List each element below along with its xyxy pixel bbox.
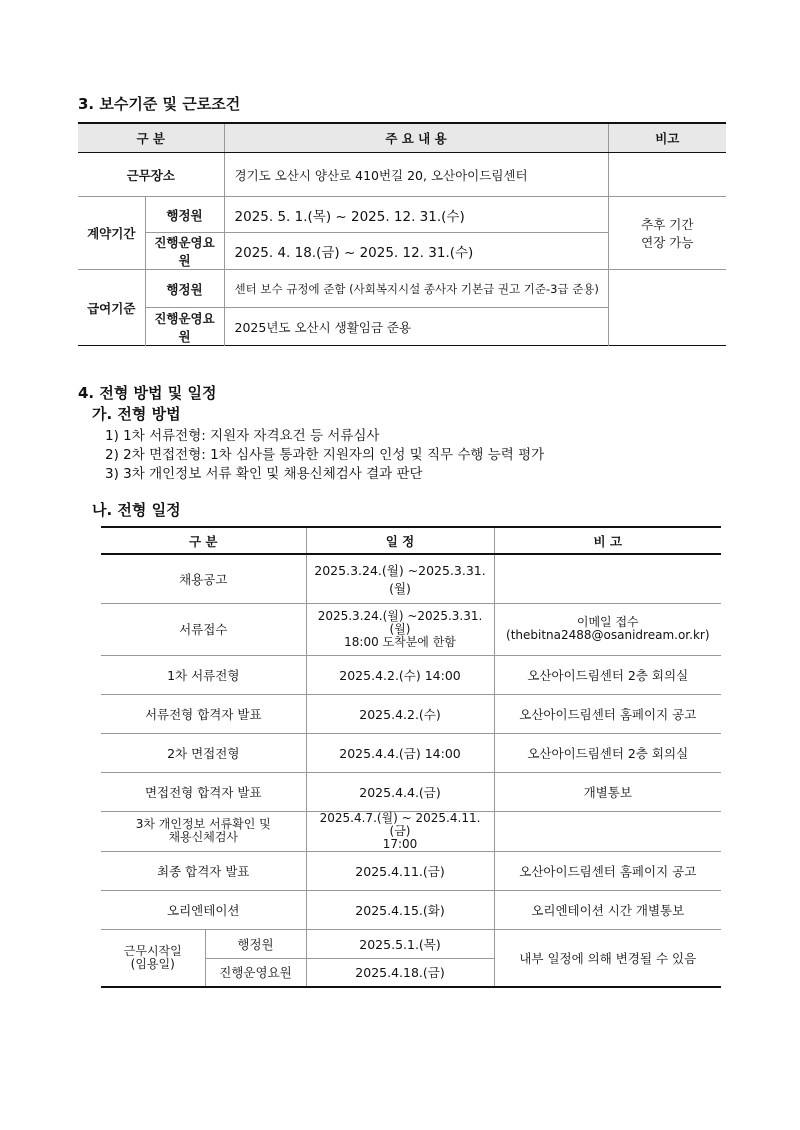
contract-sub: 진행운영요원 <box>145 233 224 270</box>
header-category: 구 분 <box>101 527 306 554</box>
schedule-date-line: 17:00 <box>382 836 418 851</box>
schedule-table <box>101 526 721 988</box>
header-category: 구 분 <box>78 123 224 153</box>
pay-note <box>608 270 726 346</box>
schedule-note <box>494 603 721 655</box>
header-note: 비고 <box>608 123 726 153</box>
work-place-label: 근무장소 <box>78 153 224 197</box>
header-note: 비 고 <box>494 527 721 554</box>
section4-heading: 4. 전형 방법 및 일정 <box>78 384 217 402</box>
contract-note-line: 추후 기간 <box>641 217 694 232</box>
schedule-date: 2025.4.11.(금) <box>306 851 494 890</box>
schedule-item <box>101 811 306 851</box>
table-row <box>101 851 721 890</box>
start-date-label-line: 근무시작일 <box>123 943 182 958</box>
table-row <box>101 929 721 958</box>
schedule-date: 2025.4.2.(수) 14:00 <box>306 655 494 694</box>
header-date: 일 정 <box>306 527 494 554</box>
table-row <box>78 197 726 233</box>
schedule-item: 서류전형 합격자 발표 <box>101 694 306 733</box>
schedule-note-line: 이메일 접수 <box>576 615 639 629</box>
table-row <box>101 772 721 811</box>
table-header-row <box>101 527 721 554</box>
table-row <box>101 603 721 655</box>
schedule-note <box>494 811 721 851</box>
start-date-value: 2025.5.1.(목) <box>306 929 494 958</box>
table-row <box>101 890 721 929</box>
schedule-item: 최종 합격자 발표 <box>101 851 306 890</box>
schedule-note: 오산아이드림센터 2층 회의실 <box>494 733 721 772</box>
schedule-item: 서류접수 <box>101 603 306 655</box>
schedule-date: 2025.4.4.(금) 14:00 <box>306 733 494 772</box>
schedule-item: 2차 면접전형 <box>101 733 306 772</box>
schedule-note: 개별통보 <box>494 772 721 811</box>
table-row <box>78 270 726 308</box>
header-content: 주 요 내 용 <box>224 123 608 153</box>
schedule-note <box>494 554 721 603</box>
schedule-item: 면접전형 합격자 발표 <box>101 772 306 811</box>
table-row <box>101 554 721 603</box>
selection-schedule-heading: 나. 전형 일정 <box>92 501 181 519</box>
start-date-sub: 행정원 <box>205 929 306 958</box>
schedule-note: 오산아이드림센터 홈페이지 공고 <box>494 694 721 733</box>
schedule-item-line: 3차 개인정보 서류확인 및 <box>135 817 271 831</box>
selection-method-heading: 가. 전형 방법 <box>92 405 181 423</box>
table-row <box>101 655 721 694</box>
schedule-date: 2025.4.2.(수) <box>306 694 494 733</box>
schedule-note: 오산아이드림센터 2층 회의실 <box>494 655 721 694</box>
table-header-row <box>78 123 726 153</box>
pay-content: 센터 보수 규정에 준함 (사회복지시설 종사자 기본급 권고 기준-3급 준용) <box>224 270 608 308</box>
start-date-value: 2025.4.18.(금) <box>306 958 494 987</box>
schedule-date-line: 18:00 도착분에 한함 <box>344 634 456 649</box>
schedule-note: 오리엔테이션 시간 개별통보 <box>494 890 721 929</box>
work-place-content: 경기도 오산시 양산로 410번길 20, 오산아이드림센터 <box>224 153 608 197</box>
schedule-date: 2025.4.15.(화) <box>306 890 494 929</box>
table-row <box>101 733 721 772</box>
email-address: (thebitna2488@osanidream.or.kr) <box>506 628 710 642</box>
table-row <box>78 153 726 197</box>
schedule-date <box>306 811 494 851</box>
schedule-date <box>306 603 494 655</box>
pay-sub: 진행운영요원 <box>145 308 224 346</box>
schedule-item: 채용공고 <box>101 554 306 603</box>
pay-label: 급여기준 <box>78 270 145 346</box>
schedule-note: 오산아이드림센터 홈페이지 공고 <box>494 851 721 890</box>
pay-content: 2025년도 오산시 생활임금 준용 <box>224 308 608 346</box>
section3-heading: 3. 보수기준 및 근로조건 <box>78 95 241 113</box>
start-date-sub: 진행운영요원 <box>205 958 306 987</box>
start-date-note: 내부 일정에 의해 변경될 수 있음 <box>494 929 721 987</box>
work-place-note <box>608 153 726 197</box>
compensation-table <box>78 122 726 346</box>
schedule-item-line: 채용신체검사 <box>168 830 239 844</box>
schedule-date-line: 2025.3.24.(월) ~2025.3.31.(월) <box>317 608 483 636</box>
contract-note <box>608 197 726 270</box>
schedule-date: 2025.4.4.(금) <box>306 772 494 811</box>
contract-note-line: 연장 가능 <box>641 235 694 250</box>
method-item: 3) 3차 개인정보 서류 확인 및 채용신체검사 결과 판단 <box>105 466 423 482</box>
start-date-label-line: (임용일) <box>130 956 175 971</box>
method-item: 2) 2차 면접전형: 1차 심사를 통과한 지원자의 인성 및 직무 수행 능력 평가 <box>105 447 545 463</box>
schedule-date: 2025.3.24.(월) ~2025.3.31.(월) <box>306 554 494 603</box>
schedule-item: 1차 서류전형 <box>101 655 306 694</box>
contract-content: 2025. 5. 1.(목) ~ 2025. 12. 31.(수) <box>224 197 608 233</box>
contract-content: 2025. 4. 18.(금) ~ 2025. 12. 31.(수) <box>224 233 608 270</box>
contract-label: 계약기간 <box>78 197 145 270</box>
table-row <box>101 694 721 733</box>
table-row <box>101 811 721 851</box>
pay-sub: 행정원 <box>145 270 224 308</box>
schedule-date-line: 2025.4.7.(월) ~ 2025.4.11.(금) <box>319 810 481 838</box>
method-item: 1) 1차 서류전형: 지원자 자격요건 등 서류심사 <box>105 428 380 444</box>
contract-sub: 행정원 <box>145 197 224 233</box>
schedule-item: 오리엔테이션 <box>101 890 306 929</box>
start-date-label <box>101 929 205 987</box>
